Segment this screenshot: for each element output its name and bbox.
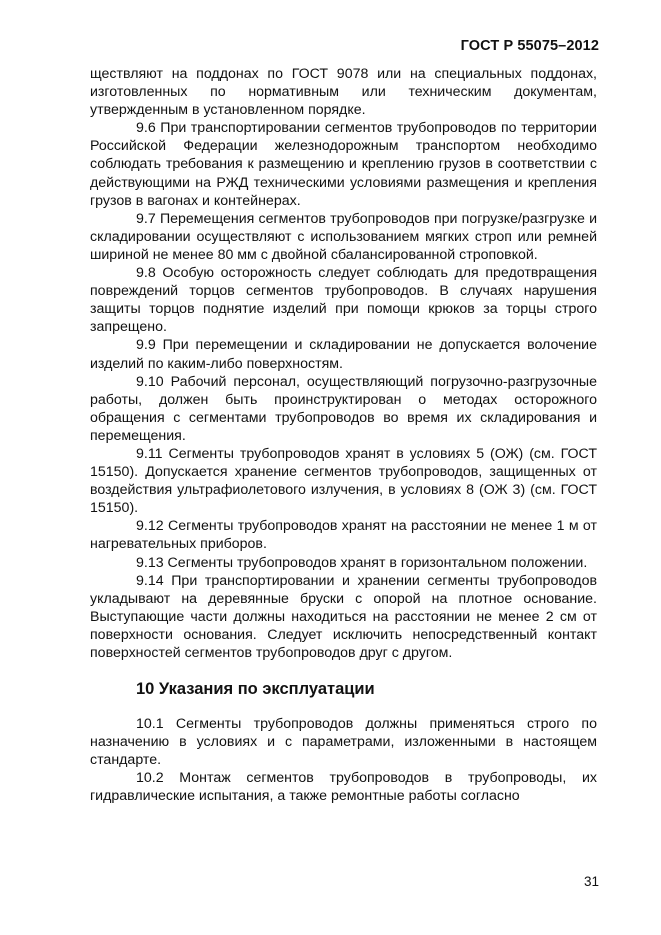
paragraph-9-8: 9.8 Особую осторожность следует соблюдать для предотвращения повреждений торцов сегментов трубопроводов. В случаях нарушения защиты торцов поднятие изделий при помощи крюков за торцы строго запрещено. [90, 265, 597, 336]
standard-code-header: ГОСТ Р 55075–2012 [460, 38, 599, 54]
paragraph-9-14: 9.14 При транспортировании и хранении сегменты трубопроводов укладывают на деревянные бруски с опорой на плотное основание. Выступающие части должны находиться на расстоянии не менее 2 см от поверхности основания. Следует исключить непосредственный контакт поверхностей сегментов трубопроводов друг с другом. [90, 572, 597, 661]
paragraph-9-9: 9.9 При перемещении и складировании не допускается волочение изделий по каким-либо поверхностям. [90, 337, 597, 372]
page-number: 31 [583, 874, 599, 889]
paragraph-9-6: 9.6 При транспортировании сегментов трубопроводов по территории Российской Федерации железнодорожным транспортом необходимо соблюдать требования к размещению и креплению грузов в соответствии с действующими на РЖД техническими условиями размещения и крепления грузов в вагонах и контейнерах. [90, 120, 597, 209]
section-heading: 10 Указания по эксплуатации [136, 680, 375, 699]
paragraph-10-1: 10.1 Сегменты трубопроводов должны применяться строго по назначению в условиях и с параметрами, изложенными в настоящем стандарте. [90, 716, 597, 769]
paragraph-9-10: 9.10 Рабочий персонал, осуществляющий погрузочно-разгрузочные работы, должен быть проинструктирован о методах осторожного обращения с сегментами трубопроводов во время их складирования и перемещения. [90, 373, 597, 444]
paragraph-9-7: 9.7 Перемещения сегментов трубопроводов при погрузке/разгрузке и складировании осуществляют с использованием мягких строп или ремней шириной не менее 80 мм с двойной сбалансированной строповкой. [90, 210, 597, 263]
paragraph-continuation: ществляют на поддонах по ГОСТ 9078 или на специальных поддонах, изготовленных по нормативным или техническим документам, утвержденным в установленном порядке. [90, 66, 597, 119]
document-body [90, 65, 597, 806]
paragraph-10-2: 10.2 Монтаж сегментов трубопроводов в трубопроводы, их гидравлические испытания, а также ремонтные работы согласно [90, 770, 597, 805]
paragraph-9-12: 9.12 Сегменты трубопроводов хранят на расстоянии не менее 1 м от нагревательных приборов. [90, 518, 597, 553]
paragraph-9-13: 9.13 Сегменты трубопроводов хранят в горизонтальном положении. [136, 554, 588, 571]
paragraph-9-11: 9.11 Сегменты трубопроводов хранят в условиях 5 (ОЖ) (см. ГОСТ 15150). Допускается хранение сегментов трубопроводов, защищенных от воздействия ультрафиолетового излучения, в условиях 8 (ОЖ 3) (см. ГОСТ 15150). [90, 445, 597, 517]
